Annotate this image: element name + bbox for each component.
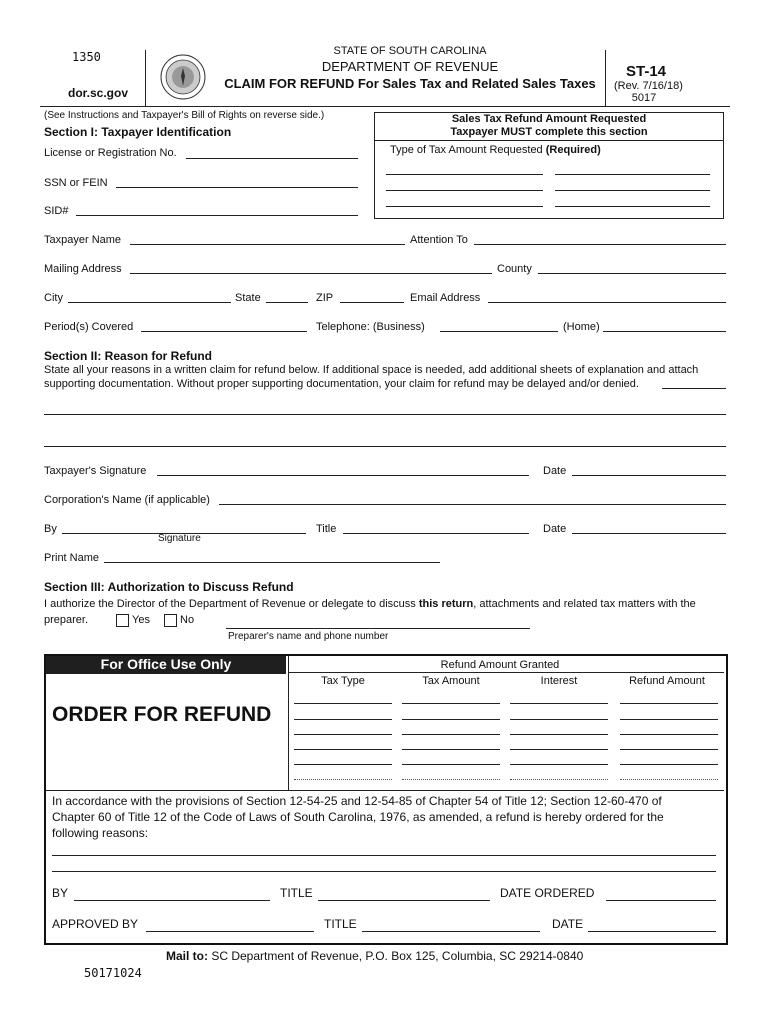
ssn-label: SSN or FEIN [44, 177, 108, 189]
form-number: ST-14 [626, 63, 667, 80]
col-tax-amount: Tax Amount [422, 675, 480, 687]
instructions-note: (See Instructions and Taxpayer's Bill of Rights on reverse side.) [44, 110, 325, 121]
period-label: Period(s) Covered [44, 321, 134, 333]
license-label: License or Registration No. [44, 147, 177, 159]
approved-title-label: TITLE [324, 917, 357, 931]
mailing-label: Mailing Address [44, 263, 122, 275]
home-phone-field[interactable] [603, 331, 726, 332]
granted-total-line[interactable] [294, 779, 392, 780]
county-field[interactable] [538, 273, 726, 274]
refund-type-field-2[interactable] [386, 190, 543, 191]
date-label: Date [543, 465, 567, 477]
refund-amount-field-3[interactable] [555, 206, 710, 207]
order-title-label: TITLE [280, 886, 313, 900]
refund-type-field-3[interactable] [386, 206, 543, 207]
granted-row-line[interactable] [402, 719, 500, 720]
city-field[interactable] [68, 302, 231, 303]
no-checkbox[interactable] [164, 614, 177, 627]
approved-by-label: APPROVED BY [52, 917, 139, 931]
mailing-field[interactable] [130, 273, 492, 274]
header-divider-left [145, 50, 146, 106]
sid-field[interactable] [76, 215, 358, 216]
granted-row-line[interactable] [620, 703, 718, 704]
section3-heading: Section III: Authorization to Discuss Refund [44, 580, 294, 594]
granted-row-line[interactable] [294, 719, 392, 720]
signature-label: Taxpayer's Signature [44, 465, 147, 477]
attention-field[interactable] [474, 244, 726, 245]
refund-box-divider [374, 140, 723, 141]
no-label: No [180, 614, 195, 626]
corp-field[interactable] [219, 504, 726, 505]
by-label: By [44, 523, 57, 535]
order-reason-field-1[interactable] [52, 855, 716, 856]
signature-field[interactable] [157, 475, 529, 476]
date2-field[interactable] [572, 533, 726, 534]
office-section-rule [46, 790, 724, 791]
granted-row-line[interactable] [294, 703, 392, 704]
required-label: (Required) [545, 144, 601, 156]
rev-code: 5017 [631, 92, 657, 104]
state-label-field: State [235, 292, 261, 304]
granted-row-line[interactable] [510, 734, 608, 735]
form-title: CLAIM FOR REFUND For Sales Tax and Related Sales Taxes [224, 76, 596, 91]
taxpayer-name-label: Taxpayer Name [44, 234, 122, 246]
website: dor.sc.gov [68, 86, 129, 100]
email-field[interactable] [488, 302, 726, 303]
granted-row-line[interactable] [402, 764, 500, 765]
granted-row-line[interactable] [294, 764, 392, 765]
order-reason-field-2[interactable] [52, 871, 716, 872]
refund-type-field-1[interactable] [386, 174, 543, 175]
date-ordered-label: DATE ORDERED [500, 886, 595, 900]
attention-label: Attention To [410, 234, 468, 246]
date2-label: Date [543, 523, 567, 535]
granted-row-line[interactable] [510, 749, 608, 750]
order-title-field[interactable] [318, 900, 490, 901]
zip-field[interactable] [340, 302, 404, 303]
reason-field-0[interactable] [662, 388, 726, 389]
zip-label: ZIP [316, 292, 334, 304]
order-for-refund-title: ORDER FOR REFUND [52, 703, 272, 726]
preparer-sublabel: Preparer's name and phone number [228, 631, 389, 642]
order-paragraph-3: following reasons: [52, 826, 149, 840]
order-paragraph-2: Chapter 60 of Title 12 of the Code of Laws of South Carolina, 1976, as amended, a refund is hereby ordered for the [52, 810, 664, 824]
header-divider-right [605, 50, 606, 106]
date-field[interactable] [572, 475, 726, 476]
granted-row-line[interactable] [402, 703, 500, 704]
refund-box-subtitle: Taxpayer MUST complete this section [450, 126, 648, 138]
taxpayer-name-field[interactable] [130, 244, 405, 245]
granted-row-line[interactable] [620, 764, 718, 765]
home-label: (Home) [563, 321, 600, 333]
order-by-label: BY [52, 886, 69, 900]
county-label: County [497, 263, 532, 275]
granted-row-line[interactable] [402, 749, 500, 750]
title-field[interactable] [343, 533, 529, 534]
section2-heading: Section II: Reason for Refund [44, 349, 213, 363]
email-label: Email Address [410, 292, 481, 304]
granted-top-rule [288, 672, 724, 673]
granted-row-line[interactable] [620, 719, 718, 720]
granted-row-line[interactable] [294, 749, 392, 750]
section1-heading: Section I: Taxpayer Identification [44, 125, 232, 139]
refund-box-title: Sales Tax Refund Amount Requested [451, 113, 647, 125]
office-inner-divider [288, 656, 289, 790]
col-tax-type: Tax Type [321, 675, 365, 687]
col-refund-amount: Refund Amount [629, 675, 705, 687]
mail-to: Mail to: SC Department of Revenue, P.O. Box 125, Columbia, SC 29214-0840 [166, 949, 584, 963]
state-seal-icon [160, 54, 206, 100]
preparer-text: preparer. [44, 614, 89, 626]
granted-total-line[interactable] [402, 779, 500, 780]
approved-date-label: DATE [552, 917, 584, 931]
signature-sublabel: Signature [158, 533, 201, 544]
revision: (Rev. 7/16/18) [614, 80, 683, 92]
business-phone-field[interactable] [440, 331, 558, 332]
granted-row-line[interactable] [510, 719, 608, 720]
form-code: 1350 [72, 50, 101, 64]
form-id: 50171024 [84, 966, 142, 980]
ssn-field[interactable] [116, 187, 358, 188]
approved-by-field[interactable] [146, 931, 314, 932]
approved-date-field[interactable] [588, 931, 716, 932]
granted-row-line[interactable] [620, 749, 718, 750]
date-ordered-field[interactable] [606, 900, 716, 901]
section3-text: I authorize the Director of the Department of Revenue or delegate to discuss this return, attachments and related tax matters with the [44, 598, 696, 610]
yes-label: Yes [132, 614, 150, 626]
order-by-field[interactable] [74, 900, 270, 901]
print-name-field[interactable] [104, 562, 440, 563]
section2-text-2: supporting documentation. Without proper supporting documentation, your claim for refund may be delayed and/or denied. [44, 378, 639, 390]
granted-row-line[interactable] [294, 734, 392, 735]
refund-amount-field-2[interactable] [555, 190, 710, 191]
approved-title-field[interactable] [362, 931, 540, 932]
telephone-label: Telephone: (Business) [316, 321, 425, 333]
tax-type-label: Type of Tax Amount Requested (Required) [390, 144, 601, 156]
state-label: STATE OF SOUTH CAROLINA [333, 45, 487, 57]
reason-field-1[interactable] [44, 414, 726, 415]
granted-row-line[interactable] [510, 703, 608, 704]
office-heading: For Office Use Only [100, 656, 232, 672]
city-label: City [44, 292, 63, 304]
col-interest: Interest [540, 675, 578, 687]
print-name-label: Print Name [44, 552, 100, 564]
granted-total-line[interactable] [620, 779, 718, 780]
department-label: DEPARTMENT OF REVENUE [321, 59, 499, 74]
sid-label: SID# [44, 205, 69, 217]
refund-amount-field-1[interactable] [555, 174, 710, 175]
preparer-field[interactable] [226, 628, 530, 629]
period-field[interactable] [141, 331, 307, 332]
refund-granted-label: Refund Amount Granted [440, 659, 560, 671]
yes-checkbox[interactable] [116, 614, 129, 627]
order-paragraph-1: In accordance with the provisions of Section 12-54-25 and 12-54-85 of Chapter 54 of Title 12; Section 12-60-470 of [52, 794, 662, 808]
license-field[interactable] [186, 158, 358, 159]
header-rule [40, 106, 730, 107]
section2-text-1: State all your reasons in a written claim for refund below. If additional space is needed, add additional sheets of explanation and attach [44, 364, 699, 376]
title-label: Title [316, 523, 337, 535]
granted-row-line[interactable] [510, 764, 608, 765]
state-field[interactable] [266, 302, 308, 303]
granted-row-line[interactable] [402, 734, 500, 735]
granted-row-line[interactable] [620, 734, 718, 735]
reason-field-2[interactable] [44, 446, 726, 447]
corp-label: Corporation's Name (if applicable) [44, 494, 210, 506]
granted-total-line[interactable] [510, 779, 608, 780]
